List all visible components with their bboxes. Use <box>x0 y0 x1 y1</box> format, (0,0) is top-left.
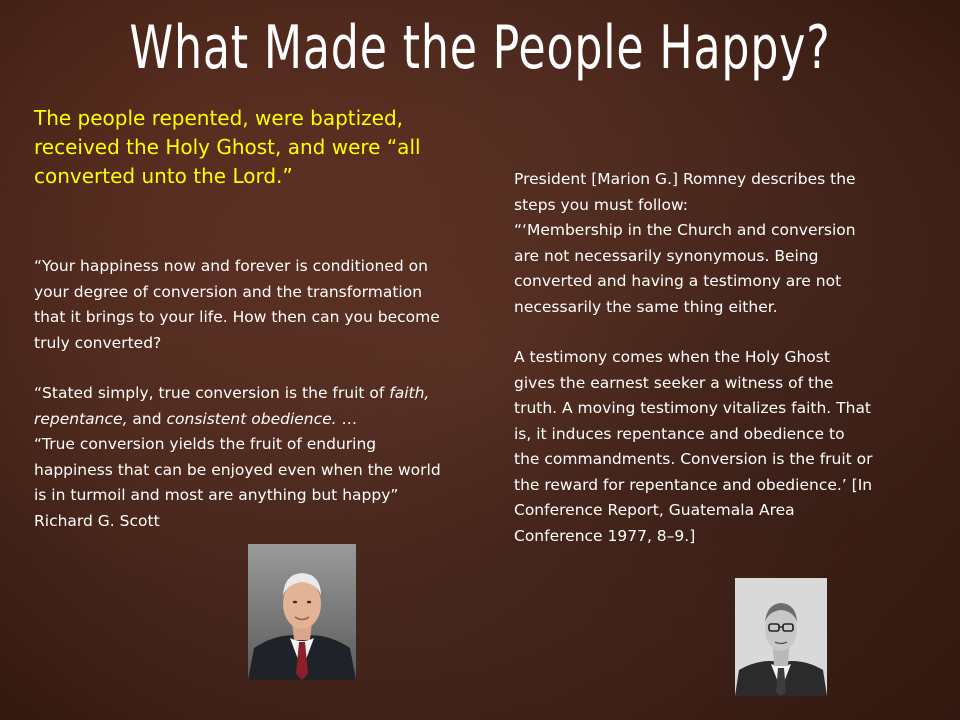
scott-paragraph-3: “True conversion yields the fruit of enduring happiness that can be enjoyed even when the world is in turmoil and most are anything but happy” Richard G. Scott <box>34 435 441 530</box>
slide-title: What Made the People Happy? <box>129 13 831 83</box>
marion-romney-portrait <box>735 578 827 696</box>
richard-scott-portrait <box>248 544 356 680</box>
scott-para2-italic-2: consistent obedience. <box>166 409 337 428</box>
scott-para2-and: and <box>127 409 167 428</box>
scott-para2-start: “Stated simply, true conversion is the fruit of <box>34 384 390 402</box>
romney-paragraph-1: President [Marion G.] Romney describes the steps you must follow: <box>514 170 856 214</box>
scott-para2-italic-1: faith, repentance, <box>34 384 430 428</box>
scott-paragraph-1: “Your happiness now and forever is conditioned on your degree of conversion and the transformation that it brings to your life. How then can you become truly converted? <box>34 257 440 352</box>
scott-para2-end: … <box>336 409 358 428</box>
intro-text: The people repented, were baptized, received the Holy Ghost, and were “all converted unto the Lord.” <box>34 106 421 188</box>
romney-paragraph-3: A testimony comes when the Holy Ghost gives the earnest seeker a witness of the truth. A moving testimony vitalizes faith. That is, it induces repentance and obedience to the commandments. Conversion is the fruit or the reward for repentance and obedience.’ [In Conference Report, Guatemala Area Conference 1977, 8–9.] <box>514 348 873 545</box>
right-quote <box>514 167 874 549</box>
left-quote <box>34 254 454 534</box>
romney-paragraph-2: “‘Membership in the Church and conversion are not necessarily synonymous. Being converted and having a testimony are not necessarily the same thing either. <box>514 221 856 316</box>
scott-paragraph-2 <box>34 381 454 432</box>
